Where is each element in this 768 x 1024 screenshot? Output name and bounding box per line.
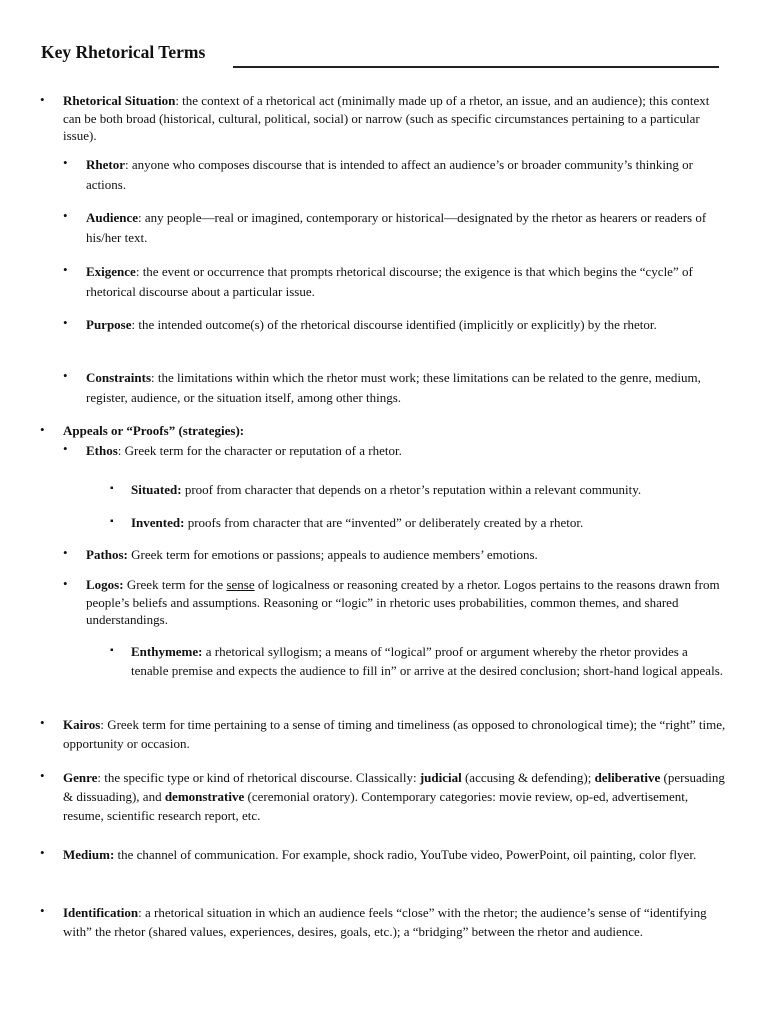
term-definition: : a rhetorical situation in which an audience feels “close” with the rhetor; the audience’s sense of “identifying with” the rhetor (shared values, experiences, desires, goals, etc.); a “bridging” between the rhetor and audience. — [63, 905, 707, 939]
page-title: Key Rhetorical Terms — [41, 42, 206, 62]
bullet: • — [40, 422, 45, 437]
term-exigence — [86, 262, 728, 302]
bullet: • — [63, 262, 68, 277]
bullet: • — [63, 208, 68, 223]
term-definition: : the event or occurrence that prompts rhetorical discourse; the exigence is that which begins the “cycle” of rhetorical discourse about a particular issue. — [86, 264, 693, 299]
bullet: • — [40, 903, 45, 918]
term-definition: proofs from character that are “invented” or deliberately created by a rhetor. — [184, 515, 584, 530]
underlined-word: sense — [226, 577, 255, 592]
term-definition: : any people—real or imagined, contemporary or historical—designated by the rhetor as hearers or readers of his/her text. — [86, 210, 707, 245]
term-audience — [86, 208, 728, 248]
title-underline — [233, 66, 719, 68]
term-situated — [131, 480, 728, 499]
term-pathos — [86, 545, 728, 565]
bullet: • — [63, 315, 68, 330]
bullet: • — [40, 92, 45, 107]
term-label: Logos: — [86, 577, 124, 592]
term-label: Invented: — [131, 515, 185, 530]
term-identification — [63, 903, 728, 941]
term-appeals — [63, 422, 728, 440]
bullet: • — [63, 545, 68, 560]
term-label: Genre — [63, 770, 98, 785]
term-constraints — [86, 368, 728, 408]
term-label: Constraints — [86, 370, 152, 385]
term-label: Medium: — [63, 847, 115, 862]
term-label: Purpose — [86, 317, 132, 332]
square-bullet: ▪ — [110, 516, 114, 527]
bullet: • — [63, 441, 68, 456]
term-definition: : Greek term for time pertaining to a sense of timing and timeliness (as opposed to chronological time); the “right” time, opportunity or occasion. — [63, 717, 726, 751]
term-ethos — [86, 441, 728, 461]
term-definition-cont: (accusing & defending); — [461, 770, 595, 785]
term-label: Pathos: — [86, 547, 128, 562]
term-logos — [86, 576, 728, 629]
bullet: • — [63, 155, 68, 170]
term-label: Appeals or “Proofs” (strategies): — [63, 423, 245, 438]
term-definition-cont: of logicalness or reasoning created by a rhetor. Logos pertains to the reasons drawn from people’s beliefs and assumptions. Reasoning or “logic” in rhetoric uses probabilities, common themes, and shared understandings. — [86, 577, 720, 627]
term-medium — [63, 845, 728, 864]
square-bullet: ▪ — [110, 645, 114, 656]
term-invented — [131, 513, 728, 532]
term-enthymeme — [131, 642, 728, 680]
term-label: Enthymeme: — [131, 644, 203, 659]
term-purpose — [86, 315, 728, 335]
term-label: Audience — [86, 210, 138, 225]
term-definition-cont: (ceremonial oratory). Contemporary categories: movie review, op-ed, advertisement, resume, scientific research report, etc. — [63, 789, 689, 823]
bullet: • — [40, 768, 45, 783]
term-definition: a rhetorical syllogism; a means of “logical” proof or argument whereby the rhetor provides a tenable premise and expects the audience to fill in” or arrive at the desired conclusion; short-hand logical appeals. — [131, 644, 724, 678]
term-definition: Greek term for the — [123, 577, 227, 592]
term-definition: the channel of communication. For example, shock radio, YouTube video, PowerPoint, oil painting, color flyer. — [114, 847, 697, 862]
term-kairos — [63, 715, 728, 753]
term-label: Kairos — [63, 717, 101, 732]
genre-demonstrative: demonstrative — [164, 789, 245, 804]
term-definition: : Greek term for the character or reputation of a rhetor. — [117, 443, 402, 458]
bullet: • — [40, 715, 45, 730]
term-definition: : anyone who composes discourse that is intended to affect an audience’s or broader community’s thinking or actions. — [86, 157, 694, 192]
square-bullet: ▪ — [110, 483, 114, 494]
term-label: Identification — [63, 905, 139, 920]
term-definition-cont: (persuading & dissuading), and — [63, 770, 725, 804]
term-label: Exigence — [86, 264, 136, 279]
term-definition: : the intended outcome(s) of the rhetorical discourse identified (implicitly or explicitly) by the rhetor. — [131, 317, 657, 332]
term-definition: : the limitations within which the rhetor must work; these limitations can be related to the genre, medium, register, audience, or the situation itself, among other things. — [86, 370, 701, 405]
genre-judicial: judicial — [419, 770, 462, 785]
term-definition: proof from character that depends on a rhetor’s reputation within a relevant community. — [181, 482, 642, 497]
term-genre — [63, 768, 728, 825]
term-rhetorical-situation — [63, 92, 728, 145]
genre-deliberative: deliberative — [594, 770, 661, 785]
term-label: Rhetor — [86, 157, 125, 172]
term-definition: Greek term for emotions or passions; appeals to audience members’ emotions. — [127, 547, 538, 562]
bullet: • — [63, 368, 68, 383]
term-label: Ethos — [86, 443, 118, 458]
term-rhetor — [86, 155, 728, 195]
bullet: • — [63, 576, 68, 591]
term-label: Rhetorical Situation — [63, 93, 176, 108]
term-label: Situated: — [131, 482, 182, 497]
bullet: • — [40, 845, 45, 860]
term-definition: : the context of a rhetorical act (minimally made up of a rhetor, an issue, and an audience); this context can be both broad (historical, cultural, political, social) or narrow (such as specific circumstances pertaining to a particular issue). — [63, 93, 710, 143]
term-definition: : the specific type or kind of rhetorical discourse. Classically: — [97, 770, 420, 785]
